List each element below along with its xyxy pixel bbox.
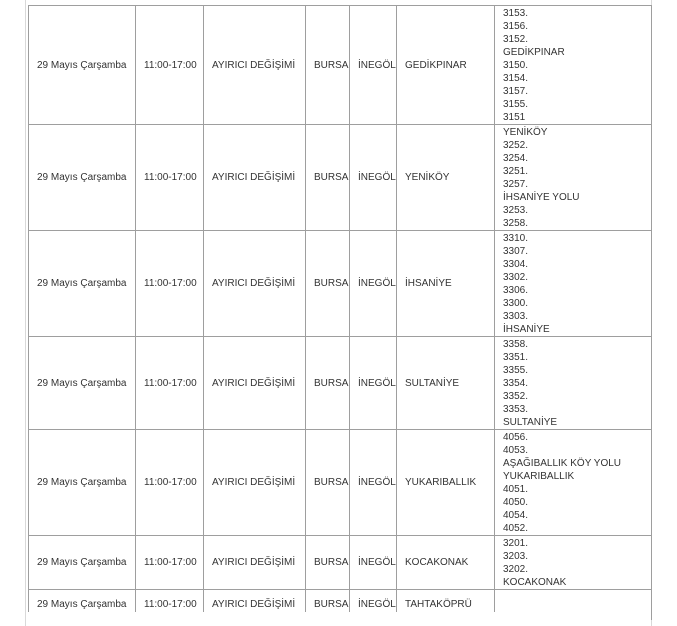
time-cell: 11:00-17:00 [136, 536, 204, 590]
city-cell: BURSA [306, 536, 350, 590]
time-cell: 11:00-17:00 [136, 337, 204, 430]
table-row [29, 6, 652, 125]
affected-code: 3303. [503, 311, 529, 322]
district-cell: İNEGÖL [350, 6, 397, 125]
affected-codes-cell [495, 231, 652, 337]
table-row [29, 125, 652, 231]
area-cell: GEDİKPINAR [397, 6, 495, 125]
affected-code: 4054. [503, 510, 529, 521]
time-cell: 11:00-17:00 [136, 430, 204, 536]
affected-code: 4053. [503, 445, 529, 456]
affected-code: 4050. [503, 497, 529, 508]
city-cell: BURSA [306, 125, 350, 231]
time-cell: 11:00-17:00 [136, 125, 204, 231]
affected-code: 3251. [503, 166, 529, 177]
date-cell: 29 Mayıs Çarşamba [29, 590, 136, 620]
affected-code: 4052. [503, 523, 529, 534]
work-type-cell: AYIRICI DEĞİŞİMİ [204, 6, 306, 125]
affected-code: 3300. [503, 298, 529, 309]
affected-code: İHSANİYE [503, 324, 550, 335]
affected-code: 3153. [503, 8, 529, 19]
affected-code: 3306. [503, 285, 529, 296]
district-cell: İNEGÖL [350, 430, 397, 536]
work-type-cell: AYIRICI DEĞİŞİMİ [204, 125, 306, 231]
district-cell: İNEGÖL [350, 590, 397, 620]
date-cell: 29 Mayıs Çarşamba [29, 536, 136, 590]
affected-code: 3355. [503, 365, 529, 376]
area-cell: YENİKÖY [397, 125, 495, 231]
district-cell: İNEGÖL [350, 231, 397, 337]
affected-code: 3304. [503, 259, 529, 270]
affected-code: AŞAĞIBALLIK KÖY YOLU [503, 458, 622, 469]
affected-code: 3155. [503, 99, 529, 110]
time-cell: 11:00-17:00 [136, 6, 204, 125]
affected-code: 3151 [503, 112, 526, 123]
time-cell: 11:00-17:00 [136, 231, 204, 337]
affected-code: 3252. [503, 140, 529, 151]
affected-code: 3203. [503, 551, 529, 562]
city-cell: BURSA [306, 337, 350, 430]
affected-code: 3258. [503, 218, 529, 229]
date-cell: 29 Mayıs Çarşamba [29, 231, 136, 337]
affected-code: 3201. [503, 538, 529, 549]
affected-codes-cell [495, 6, 652, 125]
city-cell: BURSA [306, 590, 350, 620]
affected-code: SULTANİYE [503, 417, 558, 428]
affected-code: 3310. [503, 233, 529, 244]
table-body [29, 6, 652, 620]
affected-code: 3150. [503, 60, 529, 71]
affected-code: 3154. [503, 73, 529, 84]
area-cell: TAHTAKÖPRÜ [397, 590, 495, 620]
affected-code: KOCAKONAK [503, 577, 567, 588]
affected-code: 3353. [503, 404, 529, 415]
affected-code: 3354. [503, 378, 529, 389]
district-cell: İNEGÖL [350, 125, 397, 231]
city-cell: BURSA [306, 231, 350, 337]
table-row [29, 430, 652, 536]
work-type-cell: AYIRICI DEĞİŞİMİ [204, 536, 306, 590]
affected-code: 3253. [503, 205, 529, 216]
affected-code: 3202. [503, 564, 529, 575]
area-cell: KOCAKONAK [397, 536, 495, 590]
district-cell: İNEGÖL [350, 536, 397, 590]
table-row [29, 337, 652, 430]
city-cell: BURSA [306, 6, 350, 125]
work-type-cell: AYIRICI DEĞİŞİMİ [204, 430, 306, 536]
city-cell: BURSA [306, 430, 350, 536]
work-type-cell: AYIRICI DEĞİŞİMİ [204, 231, 306, 337]
affected-code: YUKARIBALLIK [503, 471, 575, 482]
affected-codes-cell [495, 337, 652, 430]
table-row [29, 231, 652, 337]
outage-schedule-table [28, 5, 652, 620]
work-type-cell: AYIRICI DEĞİŞİMİ [204, 337, 306, 430]
date-cell: 29 Mayıs Çarşamba [29, 337, 136, 430]
affected-code: GEDİKPINAR [503, 47, 565, 58]
affected-codes-cell [495, 125, 652, 231]
affected-code: 3302. [503, 272, 529, 283]
page-border-left [25, 0, 26, 626]
affected-code: 3157. [503, 86, 529, 97]
affected-codes-cell [495, 536, 652, 590]
affected-code: İHSANİYE YOLU [503, 192, 580, 203]
time-cell: 11:00-17:00 [136, 590, 204, 620]
affected-code: 3358. [503, 339, 529, 350]
affected-code: 3152. [503, 34, 529, 45]
date-cell: 29 Mayıs Çarşamba [29, 6, 136, 125]
area-cell: YUKARIBALLIK [397, 430, 495, 536]
affected-code: 3307. [503, 246, 529, 257]
affected-codes-cell [495, 430, 652, 536]
affected-code: YENİKÖY [503, 127, 548, 138]
table-row [29, 536, 652, 590]
work-type-cell: AYIRICI DEĞİŞİMİ [204, 590, 306, 620]
affected-code: 3254. [503, 153, 529, 164]
page-bottom [26, 612, 651, 626]
district-cell: İNEGÖL [350, 337, 397, 430]
date-cell: 29 Mayıs Çarşamba [29, 125, 136, 231]
date-cell: 29 Mayıs Çarşamba [29, 430, 136, 536]
affected-code: 4056. [503, 432, 529, 443]
area-cell: SULTANİYE [397, 337, 495, 430]
affected-code: 3351. [503, 352, 529, 363]
affected-code: 3156. [503, 21, 529, 32]
affected-code: 3257. [503, 179, 529, 190]
area-cell: İHSANİYE [397, 231, 495, 337]
affected-code: 4051. [503, 484, 529, 495]
affected-code: 3352. [503, 391, 529, 402]
